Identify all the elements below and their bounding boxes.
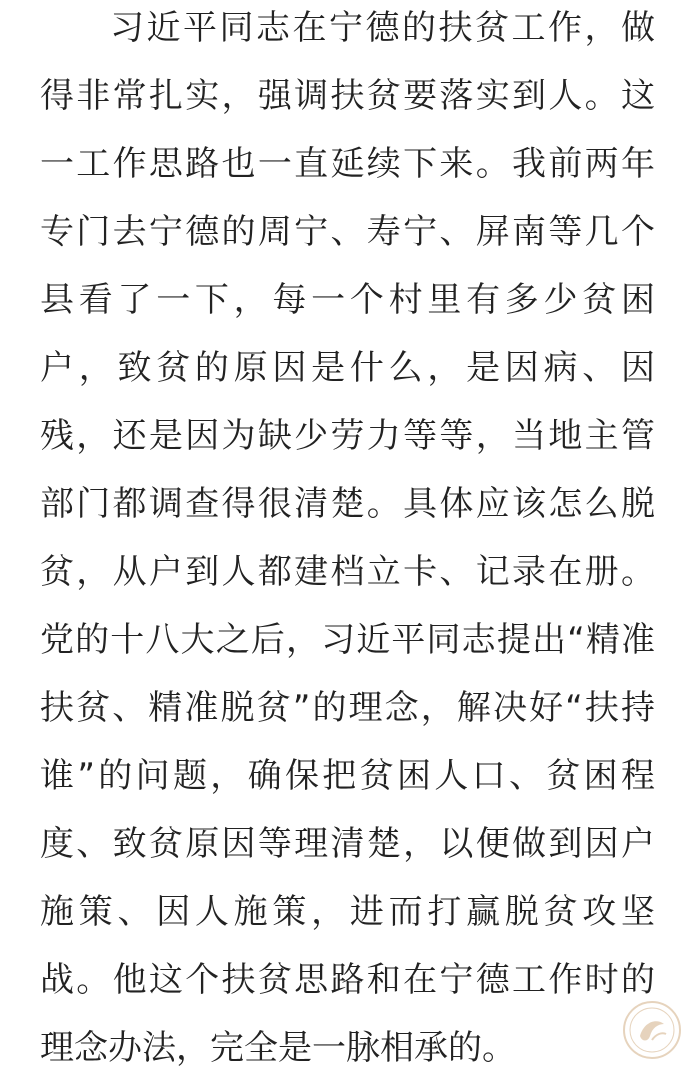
paragraph-line-12: 谁”的问题，确保把贫困人口、贫困程 bbox=[40, 756, 655, 796]
paragraph-line-1: 习近平同志在宁德的扶贫工作，做 bbox=[110, 8, 655, 48]
paragraph-line-8: 部门都调查得很清楚。具体应该怎么脱 bbox=[40, 484, 655, 524]
paragraph-line-7: 残，还是因为缺少劳力等等，当地主管 bbox=[40, 416, 655, 456]
paragraph-line-4: 专门去宁德的周宁、寿宁、屏南等几个 bbox=[40, 212, 655, 252]
paragraph-line-16: 理念办法，完全是一脉相承的。 bbox=[40, 1028, 516, 1068]
paragraph-line-10: 党的十八大之后，习近平同志提出“精准 bbox=[40, 620, 655, 660]
paragraph-line-14: 施策、因人施策，进而打赢脱贫攻坚 bbox=[40, 892, 655, 932]
paragraph-line-9: 贫，从户到人都建档立卡、记录在册。 bbox=[40, 552, 655, 592]
paragraph-line-6: 户，致贫的原因是什么，是因病、因 bbox=[40, 348, 655, 388]
paragraph-line-13: 度、致贫原因等理清楚，以便做到因户 bbox=[40, 824, 655, 864]
seal-icon bbox=[622, 1000, 682, 1060]
paragraph-line-15: 战。他这个扶贫思路和在宁德工作时的 bbox=[40, 960, 655, 1000]
paragraph-line-3: 一工作思路也一直延续下来。我前两年 bbox=[40, 144, 655, 184]
paragraph-line-2: 得非常扎实，强调扶贫要落实到人。这 bbox=[40, 76, 655, 116]
paragraph-line-5: 县看了一下，每一个村里有多少贫困 bbox=[40, 280, 655, 320]
paragraph-line-11: 扶贫、精准脱贫”的理念，解决好“扶持 bbox=[40, 688, 655, 728]
